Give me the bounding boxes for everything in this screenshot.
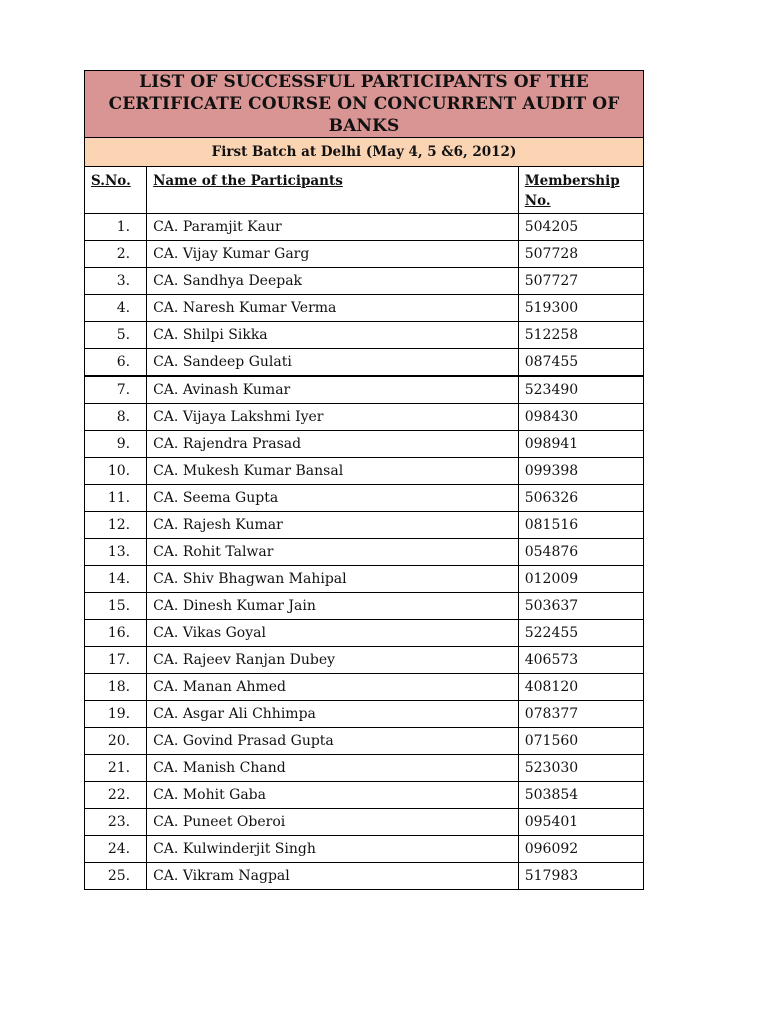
row-membership: 095401 [518, 809, 643, 836]
row-membership: 087455 [518, 349, 643, 377]
row-name: CA. Mukesh Kumar Bansal [147, 458, 519, 485]
title-row [85, 71, 644, 138]
row-name: CA. Naresh Kumar Verma [147, 295, 519, 322]
row-membership: 506326 [518, 485, 643, 512]
row-sno: 8. [85, 404, 147, 431]
row-membership: 503854 [518, 782, 643, 809]
row-name: CA. Avinash Kumar [147, 376, 519, 404]
table-row [85, 620, 644, 647]
participants-table [84, 70, 644, 890]
row-name: CA. Puneet Oberoi [147, 809, 519, 836]
table-row [85, 863, 644, 890]
row-name: CA. Manan Ahmed [147, 674, 519, 701]
row-membership: 523490 [518, 376, 643, 404]
table-row [85, 512, 644, 539]
header-membership-line-1: Membership [524, 173, 620, 189]
row-name: CA. Vijaya Lakshmi Iyer [147, 404, 519, 431]
row-name: CA. Manish Chand [147, 755, 519, 782]
row-name: CA. Rajesh Kumar [147, 512, 519, 539]
row-sno: 10. [85, 458, 147, 485]
table-row [85, 755, 644, 782]
row-sno: 19. [85, 701, 147, 728]
row-sno: 6. [85, 349, 147, 377]
table-row [85, 836, 644, 863]
table-row [85, 593, 644, 620]
row-sno: 13. [85, 539, 147, 566]
title-line-2: CERTIFICATE COURSE ON CONCURRENT AUDIT OF BANKS [108, 94, 620, 136]
row-sno: 16. [85, 620, 147, 647]
row-sno: 23. [85, 809, 147, 836]
row-name: CA. Dinesh Kumar Jain [147, 593, 519, 620]
row-sno: 14. [85, 566, 147, 593]
table-row [85, 322, 644, 349]
row-sno: 12. [85, 512, 147, 539]
table-row [85, 404, 644, 431]
title-line-1: LIST OF SUCCESSFUL PARTICIPANTS OF THE [139, 72, 589, 92]
row-membership: 523030 [518, 755, 643, 782]
row-name: CA. Paramjit Kaur [147, 214, 519, 241]
table-row [85, 485, 644, 512]
table-row [85, 566, 644, 593]
table-row [85, 674, 644, 701]
row-name: CA. Asgar Ali Chhimpa [147, 701, 519, 728]
document-page [84, 70, 644, 890]
row-membership: 071560 [518, 728, 643, 755]
header-name [147, 167, 519, 214]
document-title [85, 71, 644, 138]
header-membership-line-2: No. [524, 193, 551, 209]
row-name: CA. Vijay Kumar Garg [147, 241, 519, 268]
row-membership: 504205 [518, 214, 643, 241]
row-membership: 098941 [518, 431, 643, 458]
row-membership: 012009 [518, 566, 643, 593]
row-membership: 078377 [518, 701, 643, 728]
row-name: CA. Vikas Goyal [147, 620, 519, 647]
row-membership: 503637 [518, 593, 643, 620]
row-name: CA. Shilpi Sikka [147, 322, 519, 349]
header-sno [85, 167, 147, 214]
header-membership [518, 167, 643, 214]
row-name: CA. Govind Prasad Gupta [147, 728, 519, 755]
table-row [85, 782, 644, 809]
row-name: CA. Rajendra Prasad [147, 431, 519, 458]
batch-row [85, 138, 644, 167]
row-membership: 408120 [518, 674, 643, 701]
table-row [85, 241, 644, 268]
table-row [85, 539, 644, 566]
row-membership: 517983 [518, 863, 643, 890]
row-sno: 2. [85, 241, 147, 268]
table-row [85, 458, 644, 485]
row-sno: 1. [85, 214, 147, 241]
row-sno: 21. [85, 755, 147, 782]
table-row [85, 647, 644, 674]
row-sno: 5. [85, 322, 147, 349]
table-row [85, 268, 644, 295]
table-row [85, 728, 644, 755]
table-row [85, 295, 644, 322]
row-membership: 406573 [518, 647, 643, 674]
row-name: CA. Vikram Nagpal [147, 863, 519, 890]
row-name: CA. Seema Gupta [147, 485, 519, 512]
table-row [85, 376, 644, 404]
row-sno: 4. [85, 295, 147, 322]
table-row [85, 701, 644, 728]
row-name: CA. Rohit Talwar [147, 539, 519, 566]
table-row [85, 431, 644, 458]
row-membership: 522455 [518, 620, 643, 647]
row-sno: 22. [85, 782, 147, 809]
table-row [85, 349, 644, 377]
table-row [85, 214, 644, 241]
row-name: CA. Shiv Bhagwan Mahipal [147, 566, 519, 593]
row-sno: 17. [85, 647, 147, 674]
row-sno: 7. [85, 376, 147, 404]
row-sno: 11. [85, 485, 147, 512]
row-membership: 098430 [518, 404, 643, 431]
row-membership: 081516 [518, 512, 643, 539]
row-membership: 512258 [518, 322, 643, 349]
table-row [85, 809, 644, 836]
row-sno: 25. [85, 863, 147, 890]
row-membership: 519300 [518, 295, 643, 322]
header-row [85, 167, 644, 214]
row-sno: 20. [85, 728, 147, 755]
row-membership: 054876 [518, 539, 643, 566]
row-membership: 507728 [518, 241, 643, 268]
row-sno: 9. [85, 431, 147, 458]
row-sno: 18. [85, 674, 147, 701]
row-membership: 099398 [518, 458, 643, 485]
row-sno: 24. [85, 836, 147, 863]
header-sno-label: S.No. [91, 173, 131, 189]
row-name: CA. Sandhya Deepak [147, 268, 519, 295]
row-membership: 507727 [518, 268, 643, 295]
header-name-label: Name of the Participants [153, 173, 343, 189]
row-membership: 096092 [518, 836, 643, 863]
row-sno: 15. [85, 593, 147, 620]
row-name: CA. Mohit Gaba [147, 782, 519, 809]
row-name: CA. Kulwinderjit Singh [147, 836, 519, 863]
batch-subtitle: First Batch at Delhi (May 4, 5 &6, 2012) [85, 138, 644, 167]
row-sno: 3. [85, 268, 147, 295]
row-name: CA. Rajeev Ranjan Dubey [147, 647, 519, 674]
row-name: CA. Sandeep Gulati [147, 349, 519, 377]
